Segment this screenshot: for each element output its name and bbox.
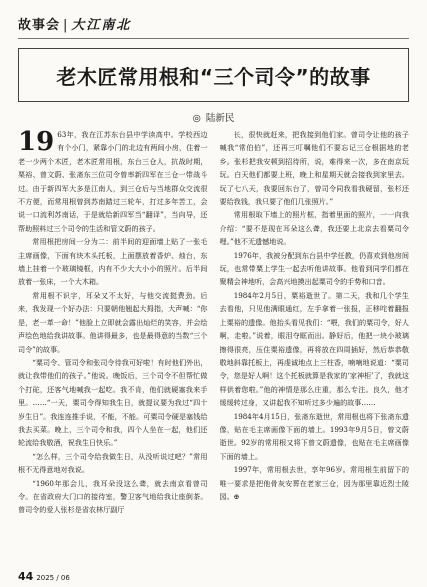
issue-label: 2025 / 06 — [36, 574, 70, 582]
body-paragraph: “1960年那会儿，我耳朵没这么聋，就去南京看曾司令。在省政府大门口的接待室，警卫客气地给我让座倒茶。曾司令的爱人张杉是省农林厅副厅 — [18, 478, 208, 515]
header-rule — [18, 38, 409, 39]
body-paragraph: “怎么样，三个司令给我做生日，从没听说过吧？”常用根不无得意地对我说。 — [18, 451, 208, 475]
byline — [0, 110, 427, 124]
body-paragraph: 常用根不识字，耳朵又不太好，与他交流挺费劲。后来，我发现一个好办法：只要朝他翘起大拇指，大声喊：“你是，老一革一命！”他脸上立即就会露出灿烂的笑容，并会绘声绘色地给我讲故事。他讲得最多，也是最得意的当数“三个司令”的故事。 — [18, 290, 208, 354]
body-column-right — [220, 128, 410, 554]
body-column-left — [18, 128, 208, 554]
body-paragraph: 1984年4月15日，张斋东逝世，常用根也将下张斋东遗像，贴在毛主席画像下面的墙上。1993年9月5日，曾文蔚逝世。92岁的常用根又将下曾文蔚遗像，也贴在毛主席画像下面的墙上。 — [219, 411, 409, 461]
byline-mark-icon: ◎ — [192, 113, 201, 124]
drop-cap-rest: 63 — [57, 130, 67, 139]
body-paragraph: 长，很快就赶来，把我接到他们家。曾司令让他的孩子喊我“常伯伯”，还再三叮嘱他们不要忘记三仓根据地的老乡。张杉把我安顿到招待所，说，难得来一次，多在南京玩玩。白天他们都要上班，晚上和星期天就会接我到家里去。玩了七八天，我要回东台了，曾司令同我看我硬留，张杉还要给我钱，我只要了他们几张照片。” — [219, 130, 409, 207]
body-paragraph: 1997年，常用根去世，享年96岁。常用根生前留下的唯一要求是把他骨灰安葬在老家三仓，因为那里靠近烈士陵园。⊕ — [219, 465, 409, 501]
column-header — [18, 14, 131, 33]
page-footer — [18, 565, 70, 584]
body-paragraph: 常用根把房间一分为二：前半间的迎面墙上贴了一张毛主席画像，下面有块木头托板，上面摆放着香炉、烛台，东墙上挂着一个玻璃镜框，内有不少大大小小的照片。后半间放着一张床，一个大木箱。 — [18, 237, 208, 287]
article-title: 老木匠常用根和“三个司令”的故事 — [56, 64, 371, 89]
body-paragraph: 常用根取下墙上的照片框，指着里面的照片，一一向我介绍：“要不是现在耳朵这么聋，我还要上北京去看粟司令哩。”他不无遗憾地说。 — [219, 210, 409, 247]
header-separator: | — [63, 18, 69, 33]
brand-logo: 大江南北 — [71, 18, 132, 33]
page-number: 44 — [18, 570, 34, 583]
column-name: 故事会 — [18, 18, 61, 33]
article-body — [18, 128, 409, 554]
headline-frame — [18, 48, 409, 102]
drop-cap: 19 — [18, 128, 55, 157]
body-paragraph: 1984年2月5日，粟裕逝世了。第二天，我和几个学生去看他，只见他满眼通红，左手拿着一张报，正移咤着翻报上粟裕的遗像。他抬头看见我们：“喂，我们的粟司令，好人啊，走啦。”说着，眼泪夺眶而出。静好后，他把一块小玻璃擦得很亮，压住粟裕遗像，再将放在四周插好，然后恭恭敬敬地斜靠托板上，再虔诚地点上三柱香，喃喃地说道：“粟司令，您是好人啊！这个托板就算是我家的‘家神柜’了，我就这样供着您啦。”他的神情是那么庄重，那么专注。良久，他才缓缓转过身，又讲起我不知听过多少遍的故事…… — [219, 290, 409, 408]
body-paragraph: 1976年，我被分配到东台县中学任教，仍喜欢到他房间玩，也常带粟上学生一起去听他讲故事。他看到同学们都在聚精会神地听，会高兴地摸出起粟司令的手势和口音。 — [219, 250, 409, 287]
body-paragraph: 19 63年，我在江苏东台县中学读高中。学校西边有个小门，紧靠小门的北边有两间小房，住着一老一少两个木匠，老木匠常用根，东台三仓人，抗战时期，栗裕、曾文蔚、张斋东三位司令曾率新四军在三仓一带战斗过。由于新四军大多是江南人，到三仓后与当地群众交流很不方便，而常用根曾到苏南踏过三轮车，打过多年苦工，会说一口流利苏南话，于是就给新四军当“翻译”，当向导，还帮助照料过三个司令的生活和管文蔚的孩子。 — [18, 128, 208, 233]
body-paragraph: “粟司令、管司令和张司令待我可好啦！有时他们外出，就让我带他们的孩子。”他说。晚饭后，三个司令不但帮忙做个打砣，还客气地喊我一起吃。我不肯，他们就硬塞我来手里。……“一天，粟司令得知我生日，就提议要为我过“四十岁生日”。我连连推手说，不能，不能。可粟司令硬是塞钱给我去买菜。晚上，三个司令和我，四个人坐在一起，他们还轮流给我敬酒，祝我生日快乐。” — [18, 357, 208, 448]
author-name: 陆新民 — [205, 113, 235, 124]
